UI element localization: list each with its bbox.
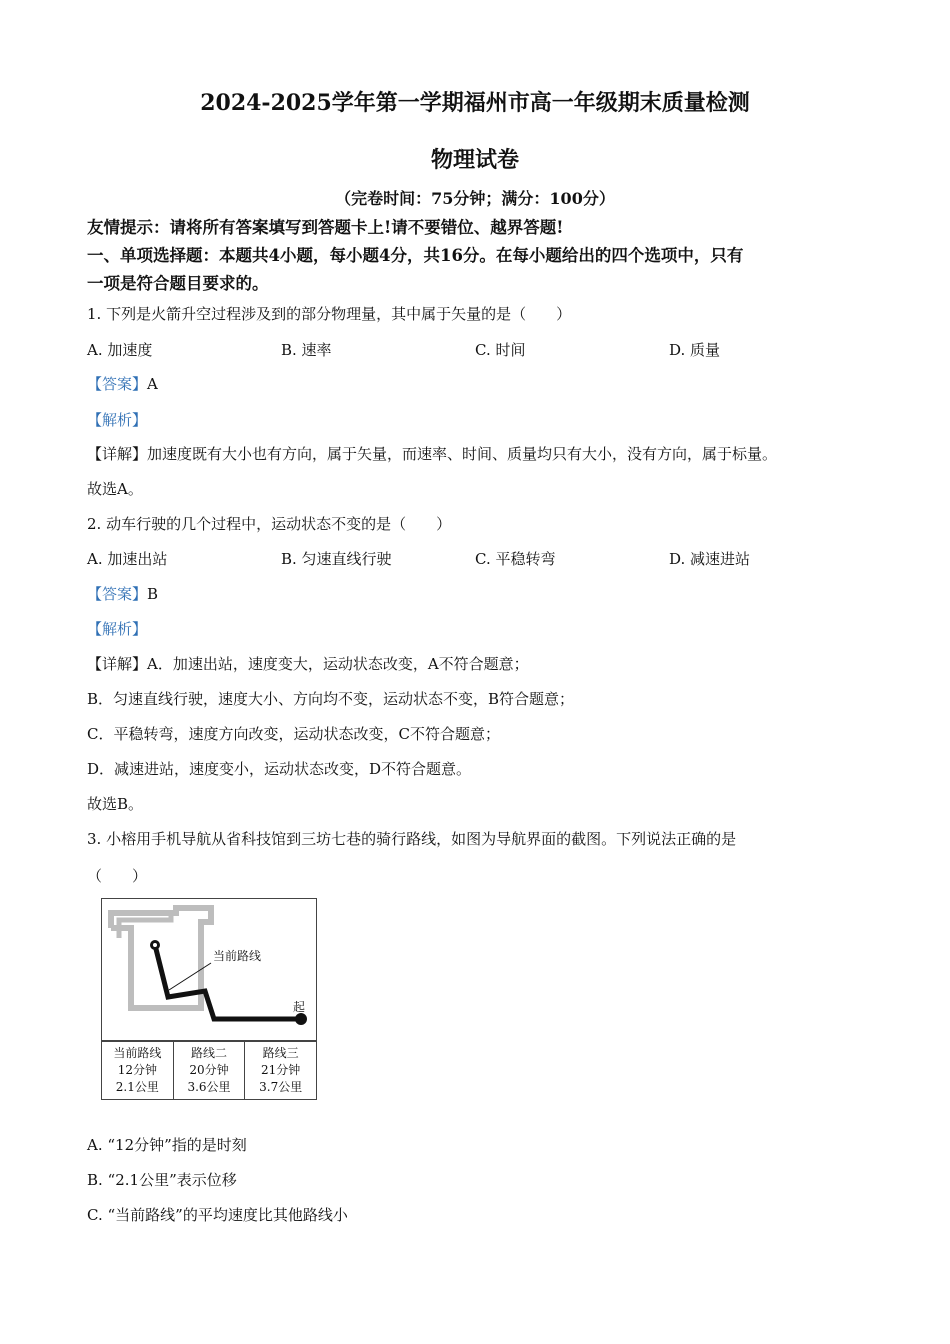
q3-option-c: C. “当前路线”的平均速度比其他路线小 (87, 1206, 348, 1224)
q3-option-a: A. “12分钟”指的是时刻 (87, 1136, 247, 1154)
answer-value: B (147, 585, 159, 603)
q1-option-c: C. 时间 (475, 341, 526, 359)
exam-subtitle: 物理试卷 (430, 147, 519, 173)
route-map (101, 898, 317, 1041)
route-distance: 3.6公里 (187, 1080, 231, 1094)
q2-analysis-tag: 【解析】 (87, 620, 148, 638)
section-header-line2: 一项是符合题目要求的。 (87, 274, 269, 293)
q2-detail-2: B．匀速直线行驶，速度大小、方向均不变，运动状态不变，B符合题意； (87, 690, 575, 708)
q1-stem: 1. 下列是火箭升空过程涉及到的部分物理量，其中属于矢量的是（ ） (87, 305, 572, 323)
route-cell (245, 1042, 316, 1099)
q2-detail-1 (87, 654, 529, 674)
q3-stem-line2: （ ） (87, 867, 148, 885)
q2-option-d: D. 减速进站 (669, 550, 751, 568)
detail-text: 加速度既有大小也有方向，属于矢量，而速率、时间、质量均只有大小，没有方向，属于标量。 (147, 445, 778, 463)
detail-tag: 【详解】 (87, 445, 148, 463)
route-table (101, 1041, 317, 1100)
answer-tag: 【答案】 (87, 585, 148, 603)
q2-detail-3: C．平稳转弯，速度方向改变，运动状态改变，C不符合题意； (87, 725, 500, 743)
q2-detail-4: D．减速进站，速度变小，运动状态改变，D不符合题意。 (87, 760, 472, 778)
q1-detail (87, 444, 777, 464)
q2-option-b: B. 匀速直线行驶 (281, 550, 392, 568)
detail-tag: 【详解】 (87, 655, 148, 673)
q3-option-b: B. “2.1公里”表示位移 (87, 1171, 237, 1189)
q2-option-a: A. 加速出站 (87, 550, 168, 568)
exam-title: 2024-2025学年第一学期福州市高一年级期末质量检测 (200, 90, 750, 116)
navigation-figure (101, 898, 317, 1100)
q1-answer (87, 374, 158, 394)
q2-answer (87, 584, 158, 604)
exam-info: （完卷时间：75分钟；满分：100分） (335, 189, 615, 208)
route-cell (102, 1042, 174, 1099)
q3-stem-line1: 3. 小榕用手机导航从省科技馆到三坊七巷的骑行路线，如图为导航界面的截图。下列说法正确的是 (87, 830, 737, 848)
route-cell (174, 1042, 246, 1099)
route-distance: 2.1公里 (115, 1080, 159, 1094)
route-distance: 3.7公里 (259, 1080, 303, 1094)
section-header-line1: 一、单项选择题：本题共4小题，每小题4分，共16分。在每小题给出的四个选项中，只有 (87, 246, 744, 265)
answer-tag: 【答案】 (87, 375, 148, 393)
q1-conclusion: 故选A。 (87, 480, 143, 498)
route-name: 路线二 (191, 1046, 228, 1060)
route-time: 20分钟 (189, 1063, 229, 1077)
route-name: 路线三 (262, 1046, 299, 1060)
destination-marker-inner (153, 943, 157, 947)
route-label: 当前路线 (213, 949, 262, 963)
answer-value: A (147, 375, 158, 393)
q1-option-a: A. 加速度 (87, 341, 153, 359)
notice: 友情提示：请将所有答案填写到答题卡上!请不要错位、越界答题! (87, 218, 564, 237)
q1-option-d: D. 质量 (669, 341, 721, 359)
route-time: 12分钟 (117, 1063, 157, 1077)
route-name: 当前路线 (113, 1046, 162, 1060)
q1-option-b: B. 速率 (281, 341, 332, 359)
start-label: 起 (293, 1000, 306, 1014)
detail-text: A．加速出站，速度变大，运动状态改变，A不符合题意； (147, 655, 529, 673)
q2-stem: 2. 动车行驶的几个过程中，运动状态不变的是（ ） (87, 515, 452, 533)
start-marker (295, 1013, 307, 1025)
q2-conclusion: 故选B。 (87, 795, 144, 813)
q2-option-c: C. 平稳转弯 (475, 550, 556, 568)
route-time: 21分钟 (261, 1063, 301, 1077)
q1-analysis-tag: 【解析】 (87, 411, 148, 429)
